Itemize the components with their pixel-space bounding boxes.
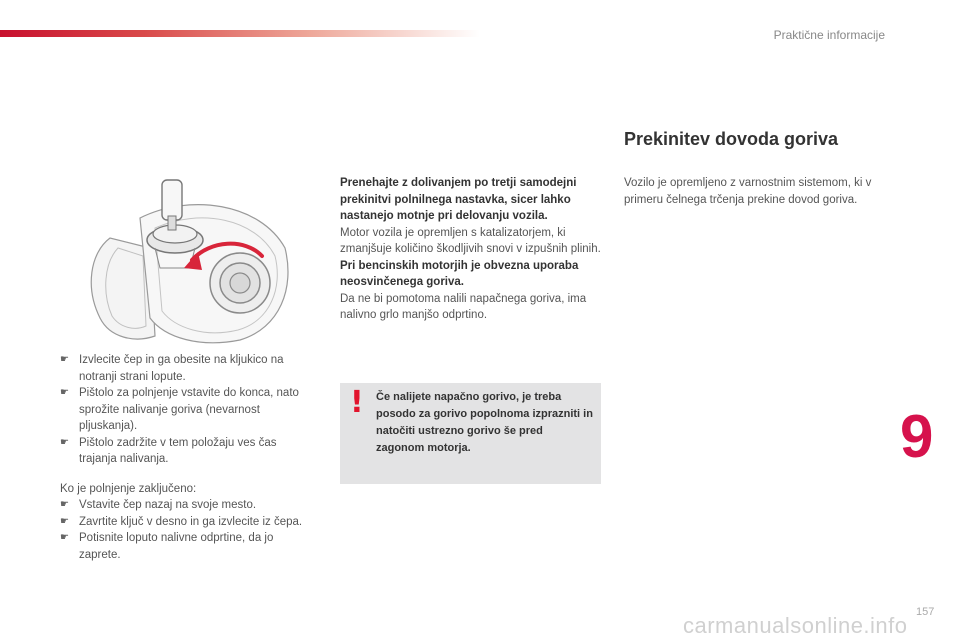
stop-refuel-note: Prenehajte z dolivanjem po tretji samodejni prekinitvi polnilnega nastavka, sicer lahko nastanejo motnje pri delovanju vozila.	[340, 177, 577, 222]
fuel-cutoff-text: Vozilo je opremljeno z varnostnim sistemom, ki v primeru čelnega trčenja prekine dovod goriva.	[624, 177, 872, 206]
chapter-number: 9	[900, 403, 934, 470]
list-item: ☛ Potisnite loputo nalivne odprtine, da jo zaprete.	[60, 530, 305, 563]
warning-text: Če nalijete napačno gorivo, je treba posodo za gorivo popolnoma izprazniti in natočiti ustrezno gorivo še pred zagonom motorja.	[376, 391, 593, 454]
page-header-title: Praktične informacije	[773, 28, 885, 42]
unleaded-note: Pri bencinskih motorjih je obvezna uporaba neosvinčenega goriva.	[340, 259, 579, 288]
instructions-middle-column	[340, 175, 605, 324]
list-item: ☛ Zavrtite ključ v desno in ga izvlecite iz čepa.	[60, 514, 305, 531]
fuel-cap-illustration-icon	[80, 178, 295, 348]
watermark: carmanualsonline.info	[683, 613, 908, 638]
exclamation-icon: !	[350, 385, 364, 420]
list-item: ☛ Pištolo za polnjenje vstavite do konca, nato sprožite nalivanje goriva (nevarnost pljuskanja).	[60, 385, 305, 435]
refuel-steps-list	[60, 352, 305, 468]
instructions-left-column	[60, 352, 305, 563]
list-item: ☛ Vstavite čep nazaj na svoje mesto.	[60, 497, 305, 514]
done-label: Ko je polnjenje zaključeno:	[60, 482, 197, 495]
section-title: Prekinitev dovoda goriva	[624, 129, 839, 149]
page-number: 157	[916, 606, 935, 618]
list-item: ☛ Izvlecite čep in ga obesite na kljukico na notranji strani lopute.	[60, 352, 305, 385]
warning-box	[340, 383, 601, 484]
header-color-bar	[0, 30, 480, 37]
catalyst-note: Motor vozila je opremljen s katalizatorjem, ki zmanjšuje količino škodljivih snovi v izpušnih plinih.	[340, 226, 601, 255]
list-item: ☛ Pištolo zadržite v tem položaju ves čas trajanja nalivanja.	[60, 435, 305, 468]
finish-steps-list	[60, 497, 305, 563]
nozzle-note: Da ne bi pomotoma nalili napačnega goriva, ima nalivno grlo manjšo odprtino.	[340, 292, 587, 321]
